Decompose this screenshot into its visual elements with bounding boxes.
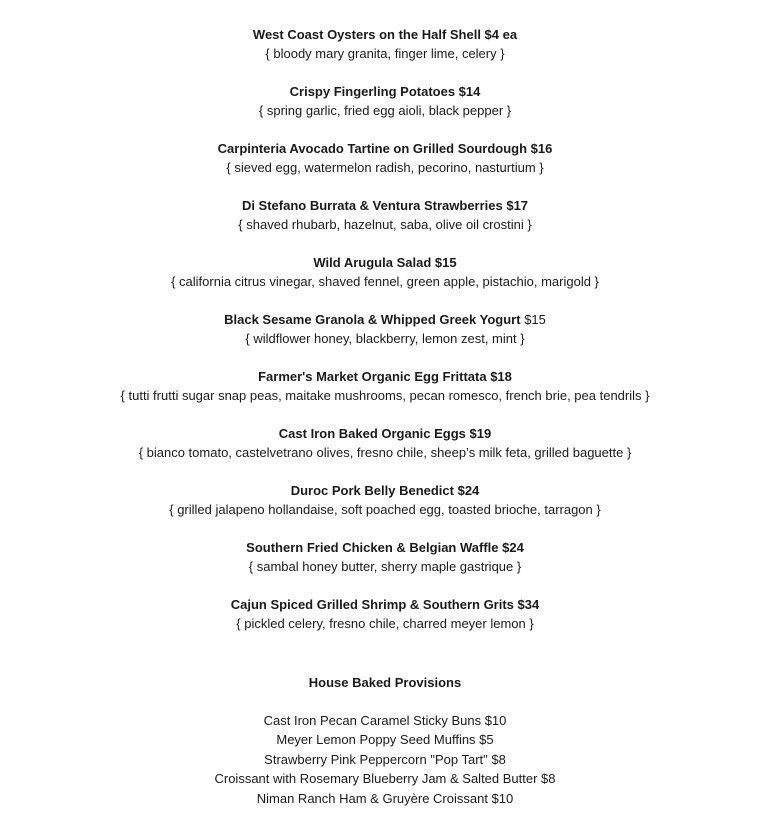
provision-item: Niman Ranch Ham & Gruyère Croissant $10	[256, 790, 514, 806]
item-description: { spring garlic, fried egg aioli, black pepper }	[258, 103, 512, 118]
item-title: Di Stefano Burrata & Ventura Strawberries $17	[241, 198, 529, 213]
provision-item: Strawberry Pink Peppercorn "Pop Tart" $8	[264, 751, 506, 767]
menu-item	[0, 595, 770, 633]
item-title: Cast Iron Baked Organic Eggs $19	[278, 426, 492, 441]
menu-item	[0, 310, 770, 348]
item-title-text: Black Sesame Granola & Whipped Greek Yogurt	[224, 312, 521, 327]
item-title	[0, 310, 770, 329]
item-title: Cajun Spiced Grilled Shrimp & Southern Grits $34	[230, 597, 540, 612]
menu-item	[0, 424, 770, 462]
provision-item: Croissant with Rosemary Blueberry Jam & Salted Butter $8	[214, 771, 556, 787]
item-title: Farmer's Market Organic Egg Frittata $18	[258, 369, 512, 384]
item-description: { pickled celery, fresno chile, charred meyer lemon }	[236, 616, 534, 631]
item-title: Southern Fried Chicken & Belgian Waffle $24	[246, 540, 524, 555]
provision-item: Cast Iron Pecan Caramel Sticky Buns $10	[263, 713, 507, 728]
menu-item	[0, 139, 770, 177]
item-title: Carpinteria Avocado Tartine on Grilled Sourdough $16	[217, 141, 553, 156]
item-description: { tutti frutti sugar snap peas, maitake mushrooms, pecan romesco, french brie, pea tendrils }	[120, 388, 650, 403]
item-description: { california citrus vinegar, shaved fennel, green apple, pistachio, marigold }	[171, 274, 599, 289]
item-title: Duroc Pork Belly Benedict $24	[290, 483, 480, 498]
menu-item	[0, 253, 770, 291]
item-description: { bianco tomato, castelvetrano olives, fresno chile, sheep’s milk feta, grilled baguette }	[138, 445, 632, 460]
menu-item	[0, 367, 770, 405]
item-description: { sieved egg, watermelon radish, pecorino, nasturtium }	[226, 160, 544, 175]
item-title: Crispy Fingerling Potatoes $14	[289, 84, 481, 99]
item-description: { grilled jalapeno hollandaise, soft poached egg, toasted brioche, tarragon }	[169, 502, 601, 517]
menu-item	[0, 481, 770, 519]
item-description: { bloody mary granita, finger lime, celery }	[265, 46, 505, 61]
item-title: Wild Arugula Salad $15	[313, 255, 457, 270]
item-price: $15	[524, 312, 546, 327]
menu-item	[0, 82, 770, 120]
menu-item	[0, 196, 770, 234]
item-title: West Coast Oysters on the Half Shell $4 ea	[252, 27, 518, 42]
provision-item: Meyer Lemon Poppy Seed Muffins $5	[276, 732, 494, 748]
menu-item	[0, 538, 770, 576]
item-description: { sambal honey butter, sherry maple gastrique }	[248, 559, 522, 574]
item-description: { wildflower honey, blackberry, lemon zest, mint }	[245, 331, 525, 346]
menu-item	[0, 25, 770, 63]
item-description: { shaved rhubarb, hazelnut, saba, olive oil crostini }	[238, 217, 532, 232]
provisions-heading: House Baked Provisions	[308, 675, 462, 690]
